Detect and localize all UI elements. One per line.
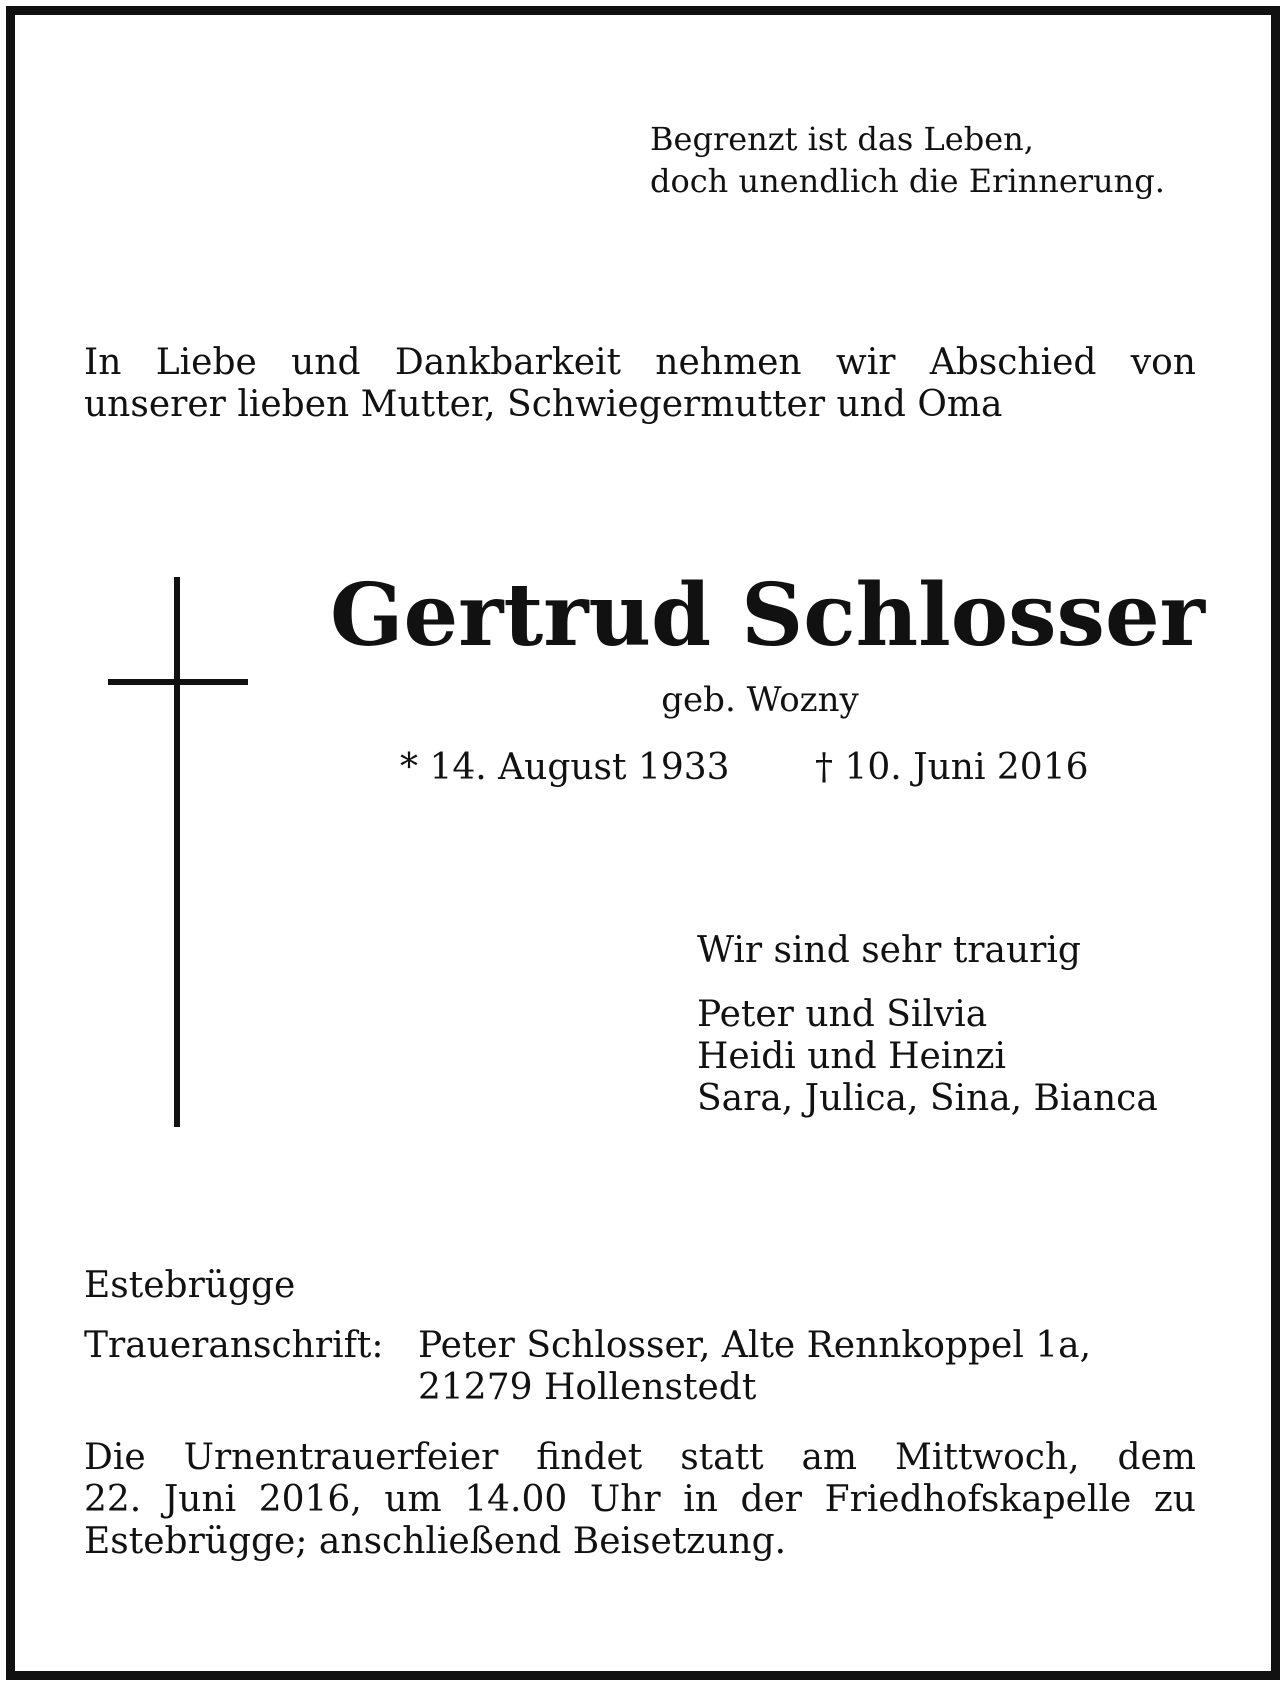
intro-line-2: unserer lieben Mutter, Schwiegermutter und Oma [84, 384, 1003, 425]
intro-text [84, 342, 1196, 426]
ceremony-text [84, 1437, 1196, 1563]
cross-icon-horizontal-bar [108, 679, 248, 685]
address-row-2 [84, 1367, 1091, 1409]
mourner-name: Peter und Silvia [697, 994, 988, 1035]
cross-icon-vertical-bar [174, 577, 180, 1127]
motto-line-2: doch unendlich die Erinnerung. [650, 162, 1165, 200]
motto-line-1: Begrenzt ist das Leben, [650, 120, 1034, 158]
mourners-heading: Wir sind sehr traurig [697, 930, 1081, 971]
ceremony-line-1: Die Urnentrauerfeier findet statt am Mittwoch, dem [84, 1437, 1196, 1478]
address-line-2: 21279 Hollenstedt [418, 1367, 757, 1408]
ceremony-line-2: 22. Juni 2016, um 14.00 Uhr in der Friedhofskapelle zu [84, 1479, 1196, 1520]
address-label: Traueranschrift: [84, 1325, 384, 1366]
birth-date: * 14. August 1933 [400, 747, 730, 788]
address-line-1: Peter Schlosser, Alte Rennkoppel 1a, [418, 1325, 1092, 1366]
deceased-name: Gertrud Schlosser [330, 565, 1205, 666]
intro-line-1: In Liebe und Dankbarkeit nehmen wir Abschied von [84, 342, 1196, 383]
mourner-name: Sara, Julica, Sina, Bianca [697, 1078, 1158, 1119]
mourner-name: Heidi und Heinzi [697, 1036, 1006, 1077]
mourning-address [84, 1325, 1091, 1409]
address-row-1 [84, 1325, 1091, 1367]
mourners-block [697, 930, 1158, 1120]
place-name: Estebrügge [84, 1265, 296, 1306]
obituary-frame [6, 6, 1280, 1680]
motto-quote [650, 118, 1165, 202]
ceremony-line-3: Estebrügge; anschließend Beisetzung. [84, 1521, 787, 1562]
maiden-name: geb. Wozny [661, 680, 859, 720]
death-date: † 10. Juni 2016 [815, 747, 1089, 788]
